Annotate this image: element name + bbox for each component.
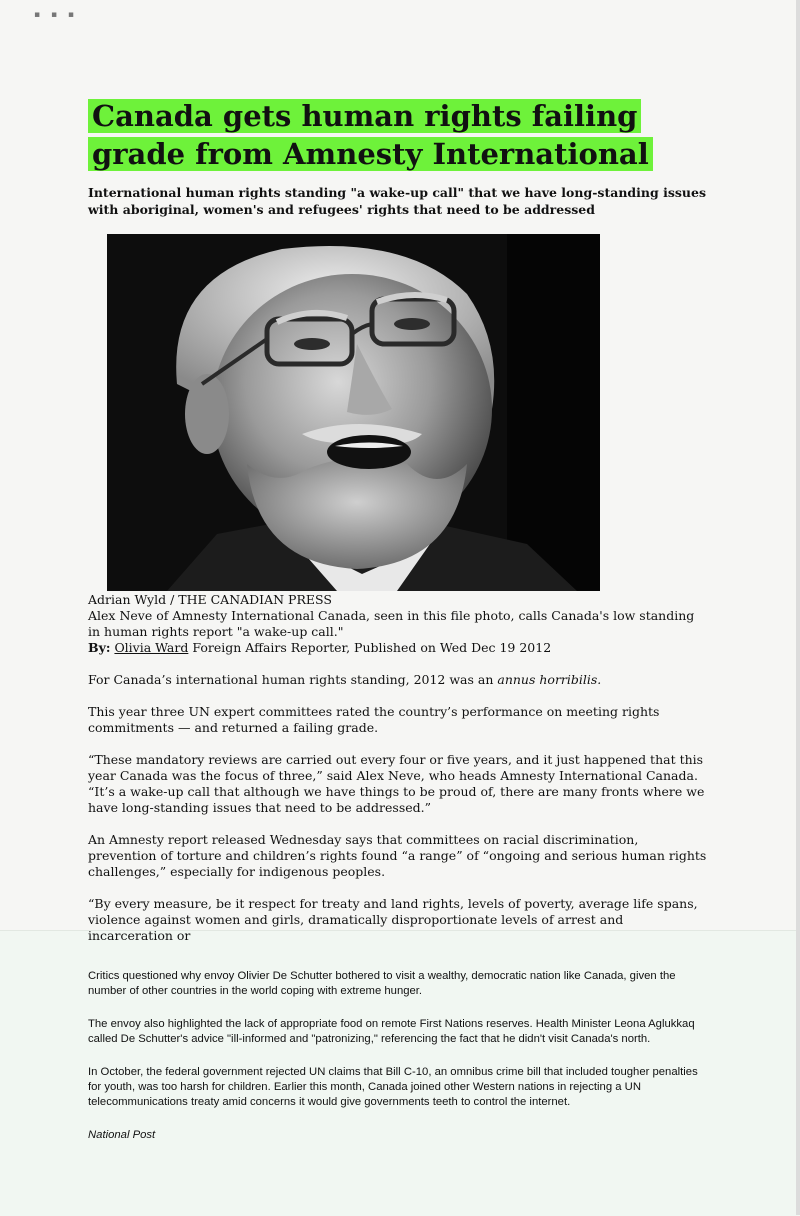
paragraph-1-text: For Canada’s international human rights standing, 2012 was an (88, 672, 498, 687)
photo-caption-block (88, 592, 708, 656)
article-body (88, 672, 708, 943)
headline-line-2: grade from Amnesty International (88, 137, 653, 171)
portrait-photo (107, 234, 600, 591)
paragraph-1-italic: annus horribilis. (497, 672, 602, 687)
source-credit: National Post (88, 1129, 156, 1141)
article-paragraph-1 (88, 672, 708, 688)
article-paragraph-5: “By every measure, be it respect for treaty and land rights, levels of poverty, average life spans, violence against women and girls, dramatically disproportionate levels of arrest and incarceration or (88, 896, 698, 943)
article-subhead: International human rights standing "a wake-up call" that we have long-standing issues with aboriginal, women's and refugees' rights that need to be addressed (88, 185, 706, 217)
photo-caption: Alex Neve of Amnesty International Canada, seen in this file photo, calls Canada's low standing in human rights report "a wake-up call." (88, 608, 695, 639)
author-link[interactable]: Olivia Ward (114, 640, 189, 655)
page-edge (796, 0, 800, 1215)
byline-prefix: By: (88, 640, 111, 655)
continued-paragraph-2: The envoy also highlighted the lack of appropriate food on remote First Nations reserves. Health Minister Leona Aglukkaq called De Schutter's advice "ill-informed and "patronizing," referencing the fact that he didn't visit Canada's north. (88, 1018, 695, 1045)
article-headline (88, 97, 688, 173)
headline-line-1: Canada gets human rights failing (88, 99, 641, 133)
byline (88, 640, 708, 656)
continued-paragraph-1: Critics questioned why envoy Olivier De Schutter bothered to visit a wealthy, democratic nation like Canada, given the number of other countries in the world coping with extreme hunger. (88, 970, 676, 997)
continued-article (88, 969, 713, 1161)
article-paragraph-2: This year three UN expert committees rated the country’s performance on meeting rights commitments — and returned a failing grade. (88, 704, 660, 735)
continued-paragraph-3: In October, the federal government rejected UN claims that Bill C-10, an omnibus crime bill that included tougher penalties for youth, was too harsh for children. Earlier this month, Canada joined other Western nations in rejecting a UN telecommunications treaty amid concerns it would give governments teeth to control the internet. (88, 1066, 698, 1108)
photo-credit: Adrian Wyld / THE CANADIAN PRESS (88, 592, 332, 607)
article-paragraph-4: An Amnesty report released Wednesday says that committees on racial discrimination, prevention of torture and children’s rights found “a range” of “ongoing and serious human rights challenges,” especially for indigenous peoples. (88, 832, 707, 879)
portrait-illustration (107, 234, 600, 591)
byline-details: Foreign Affairs Reporter, Published on Wed Dec 19 2012 (192, 640, 552, 655)
scan-artifact: ▪ ▪ ▪ (34, 10, 79, 20)
article-paragraph-3: “These mandatory reviews are carried out every four or five years, and it just happened that this year Canada was the focus of three,” said Alex Neve, who heads Amnesty International Canada. “It’s a wake-up call that although we have things to be proud of, there are many fronts where we have long-standing issues that need to be addressed.” (88, 752, 705, 815)
